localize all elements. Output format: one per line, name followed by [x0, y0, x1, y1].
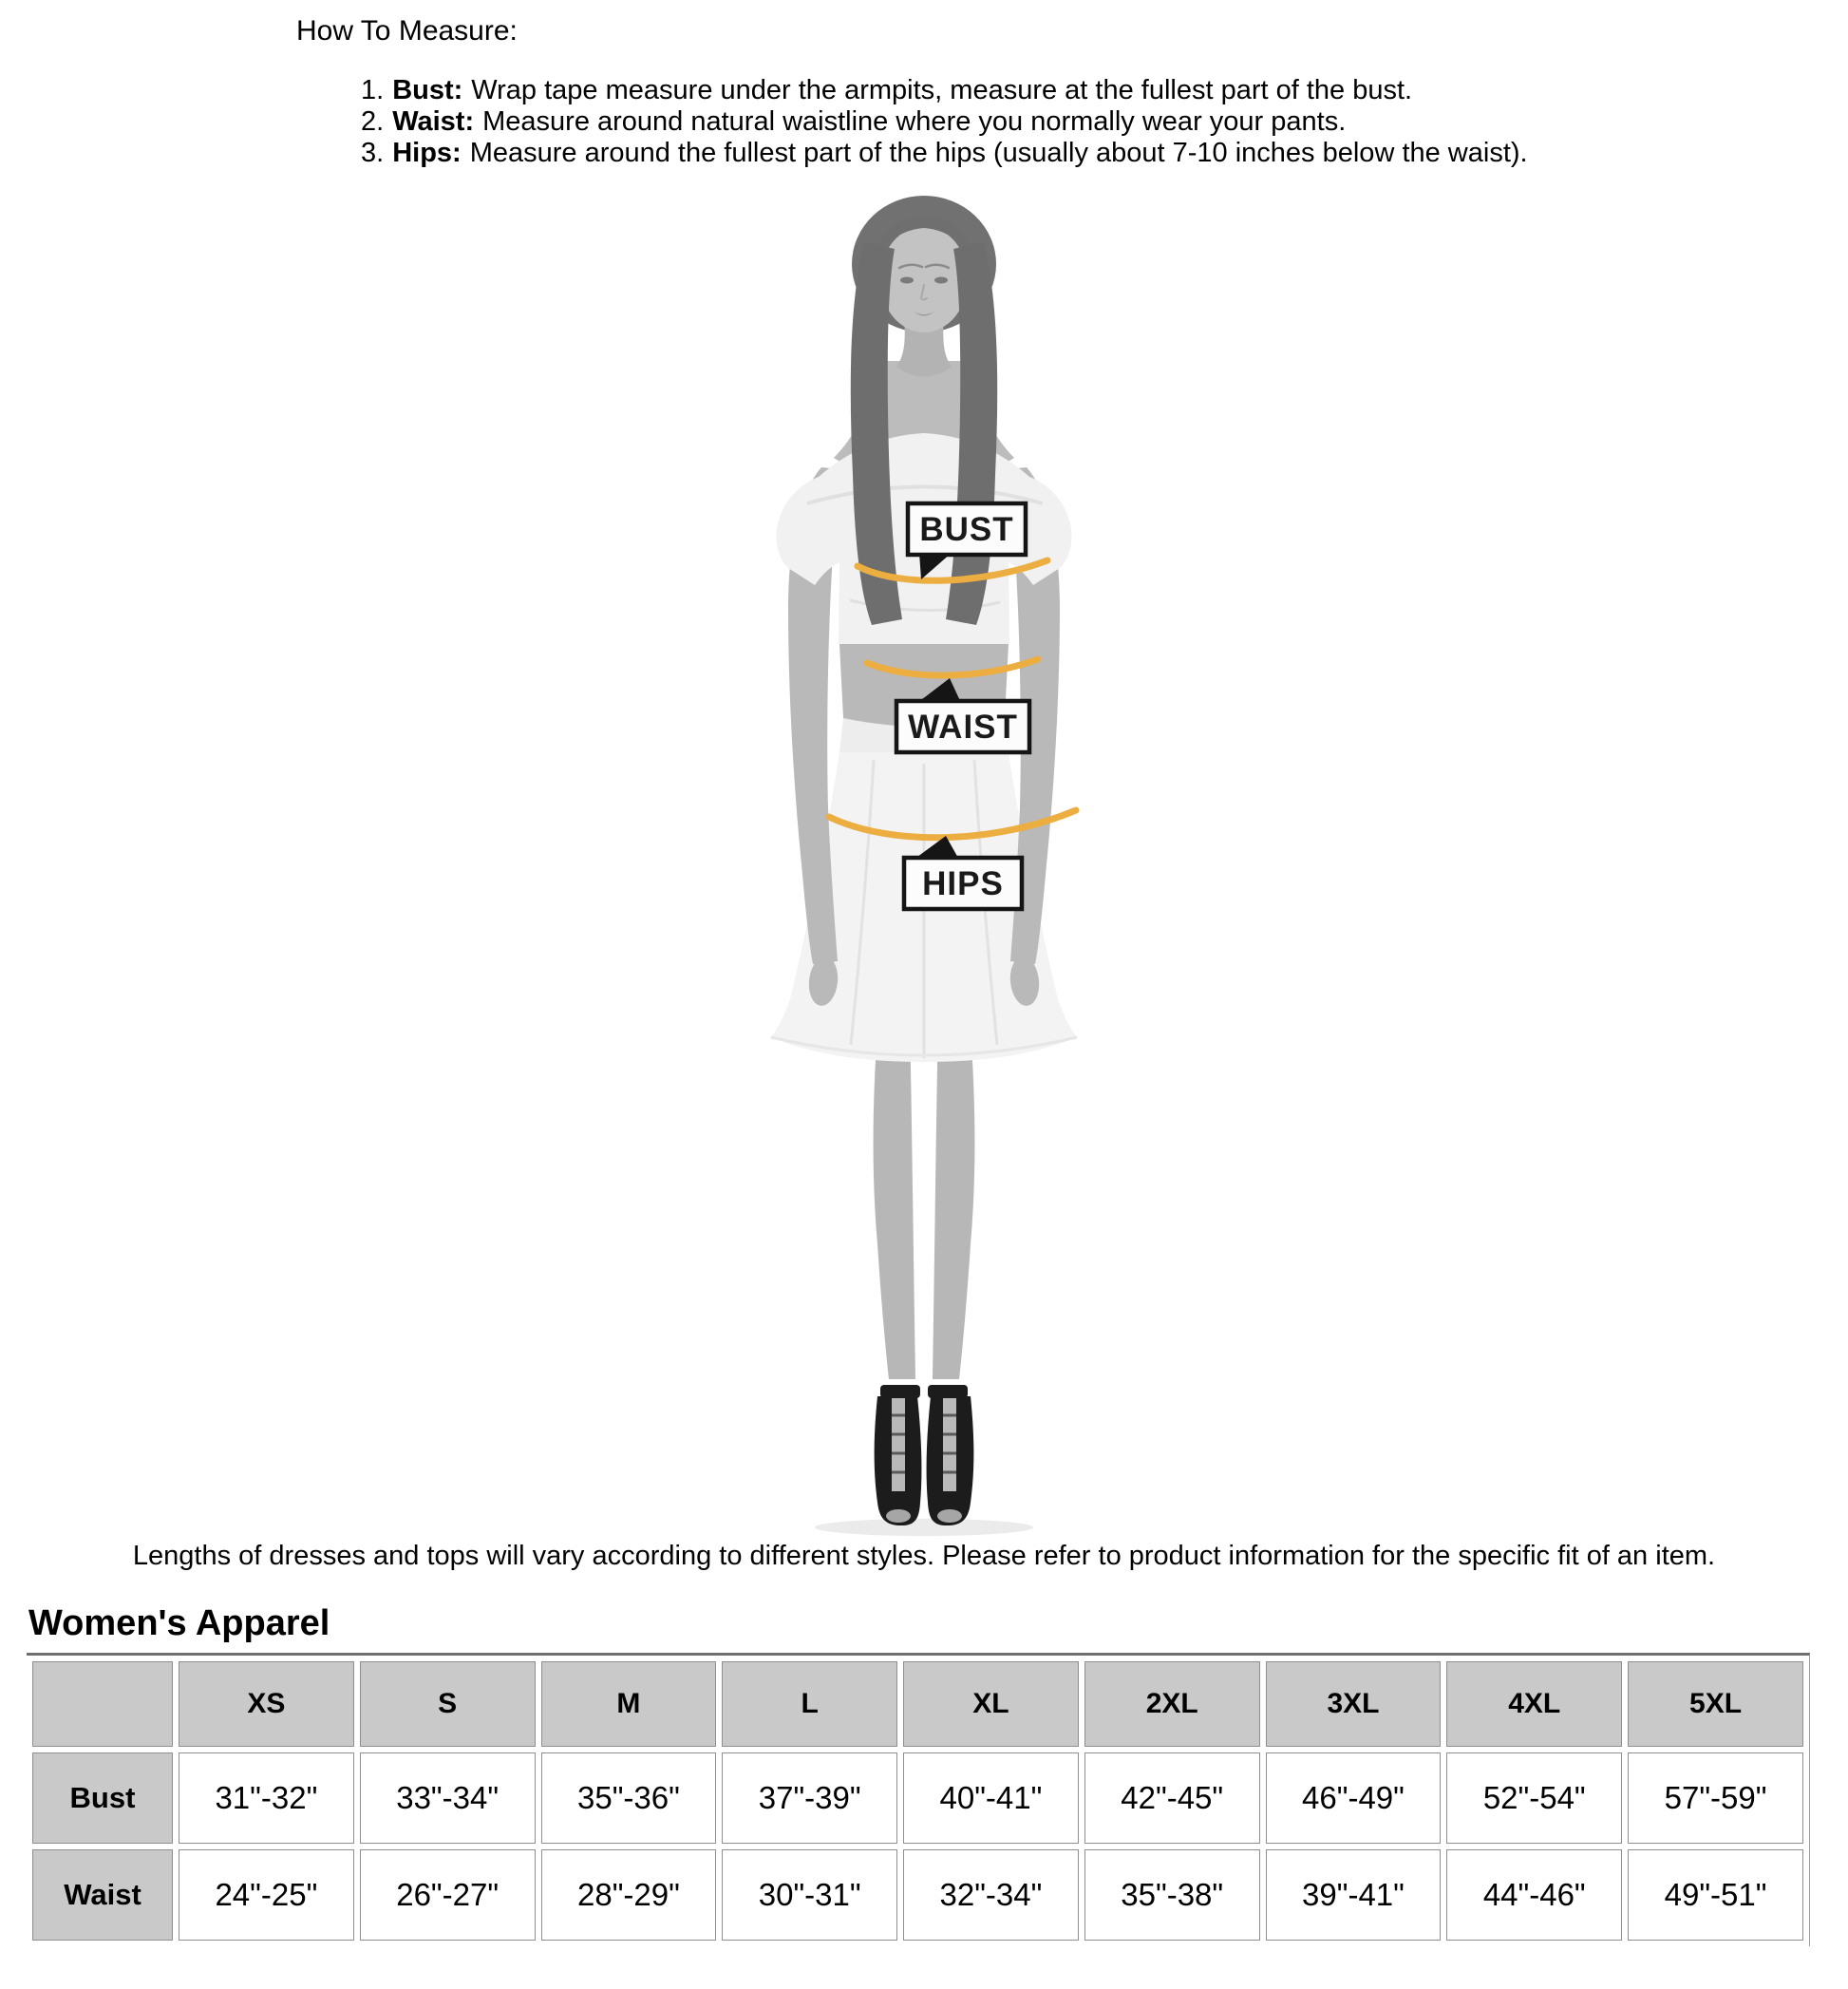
bust-value-l: 37"-39" [722, 1752, 897, 1844]
step-text: Wrap tape measure under the armpits, measure at the fullest part of the bust. [471, 75, 1413, 105]
right-shoe [927, 1385, 974, 1525]
corner-cell [32, 1661, 173, 1747]
bust-value-3xl: 46"-49" [1266, 1752, 1442, 1844]
size-chart-title: Women's Apparel [28, 1603, 330, 1643]
bust-value-2xl: 42"-45" [1084, 1752, 1260, 1844]
hips-label: HIPS [922, 865, 1004, 902]
bust-value-4xl: 52"-54" [1446, 1752, 1622, 1844]
size-column-header-m: M [541, 1661, 717, 1747]
step-label: Waist: [392, 106, 475, 137]
face [880, 226, 968, 332]
waist-value-5xl: 49"-51" [1628, 1849, 1803, 1941]
model-illustration [665, 190, 1187, 1544]
waist-value-l: 30"-31" [722, 1849, 897, 1941]
measure-step-bust [361, 75, 1528, 106]
measure-step-hips [361, 138, 1528, 169]
bust-value-5xl: 57"-59" [1628, 1752, 1803, 1844]
bust-label: BUST [919, 511, 1014, 548]
step-number: 1. [361, 75, 385, 105]
waist-value-4xl: 44"-46" [1446, 1849, 1622, 1941]
waist-value-3xl: 39"-41" [1266, 1849, 1442, 1941]
floor-shadow [815, 1519, 1033, 1536]
row-label-waist: Waist [32, 1849, 173, 1941]
row-label-bust: Bust [32, 1752, 173, 1844]
size-column-header-l: L [722, 1661, 897, 1747]
step-number: 2. [361, 106, 385, 137]
step-text: Measure around natural waistline where you normally wear your pants. [482, 106, 1347, 137]
bust-value-s: 33"-34" [360, 1752, 536, 1844]
step-label: Bust: [392, 75, 463, 105]
size-column-header-xs: XS [179, 1661, 354, 1747]
bust-row [32, 1752, 1803, 1844]
step-label: Hips: [392, 138, 462, 168]
left-shoe [875, 1385, 922, 1525]
bust-value-m: 35"-36" [541, 1752, 717, 1844]
measure-steps-list [361, 75, 1528, 169]
waist-row [32, 1849, 1803, 1941]
bust-value-xs: 31"-32" [179, 1752, 354, 1844]
size-column-header-4xl: 4XL [1446, 1661, 1622, 1747]
size-column-header-5xl: 5XL [1628, 1661, 1803, 1747]
size-column-header-xl: XL [903, 1661, 1079, 1747]
measure-step-waist [361, 106, 1528, 138]
fit-note: Lengths of dresses and tops will vary according to different styles. Please refer to product information for the specific fit of an item. [132, 1541, 1716, 1571]
step-number: 3. [361, 138, 385, 168]
waist-value-m: 28"-29" [541, 1849, 717, 1941]
right-eye [934, 277, 948, 284]
bust-value-xl: 40"-41" [903, 1752, 1079, 1844]
measurement-model-figure [665, 190, 1187, 1544]
left-eye [900, 277, 914, 284]
left-leg [874, 1016, 915, 1379]
how-to-measure-title: How To Measure: [296, 15, 518, 47]
size-column-header-s: S [360, 1661, 536, 1747]
step-text: Measure around the fullest part of the hips (usually about 7-10 inches below the waist). [469, 138, 1528, 168]
size-column-header-2xl: 2XL [1084, 1661, 1260, 1747]
waist-value-2xl: 35"-38" [1084, 1849, 1260, 1941]
right-leg [933, 1016, 974, 1379]
waist-value-s: 26"-27" [360, 1849, 536, 1941]
size-header-row [32, 1661, 1803, 1747]
waist-value-xl: 32"-34" [903, 1849, 1079, 1941]
size-chart-table [27, 1653, 1810, 1946]
waist-label: WAIST [908, 709, 1018, 746]
waist-value-xs: 24"-25" [179, 1849, 354, 1941]
size-column-header-3xl: 3XL [1266, 1661, 1442, 1747]
